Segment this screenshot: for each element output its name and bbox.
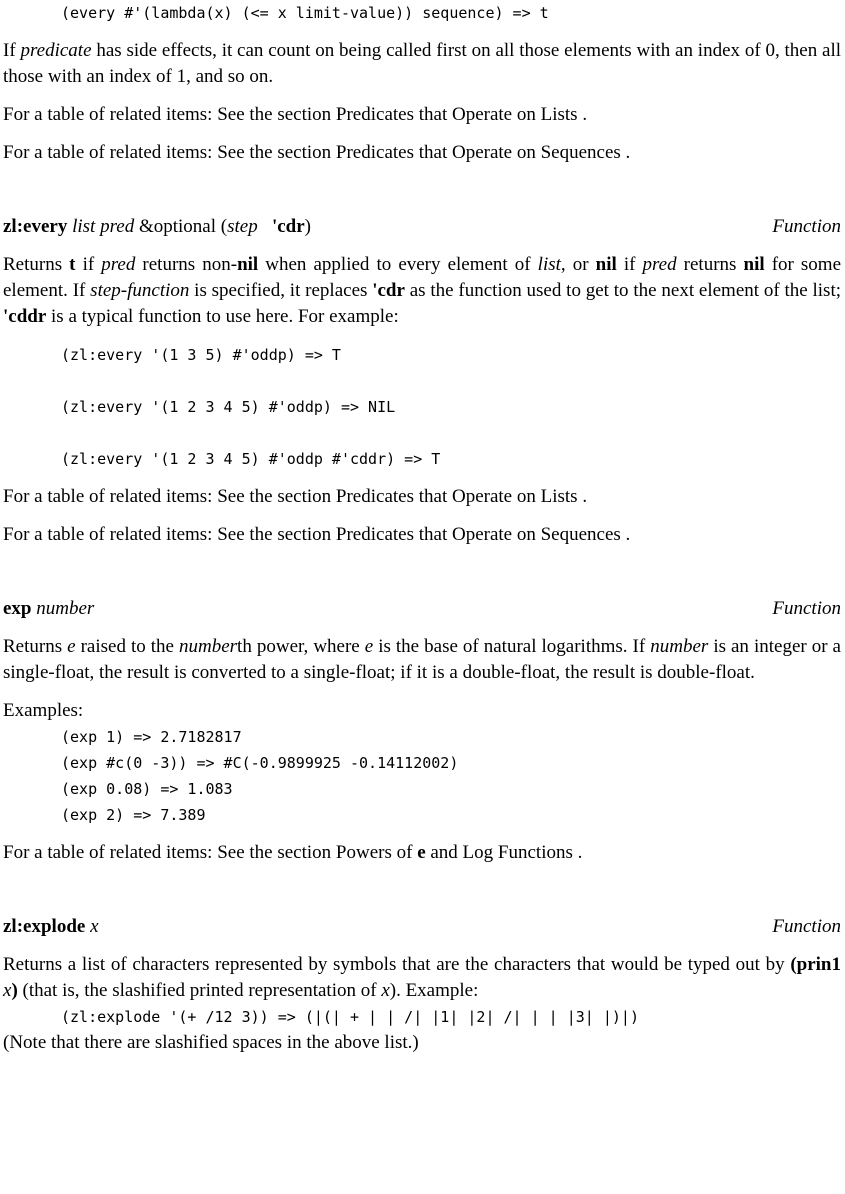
every-side-effects-paragraph: If predicate has side effects, it can count on being called first on all those elements with an index of 0, then all those with an index of 1, and so on. [3, 40, 842, 87]
exp-signature: exp number [3, 598, 95, 619]
exp-code-line: (exp #c(0 -3)) => #C(-0.9899925 -0.14112002) [61, 754, 459, 772]
zl-every-related-sequences: For a table of related items: See the section Predicates that Operate on Sequences . [3, 524, 631, 545]
zl-explode-signature: zl:explode x [3, 916, 99, 937]
document-page [3, 0, 841, 1056]
exp-examples-label: Examples: [3, 700, 84, 721]
every-related-sequences: For a table of related items: See the section Predicates that Operate on Sequences . [3, 142, 631, 163]
zl-explode-header [3, 914, 841, 940]
zl-explode-description: Returns a list of characters represented by symbols that are the characters that would be typed out by (prin1 x) (that is, the slashified printed representation of x). Example: [3, 954, 841, 1001]
zl-every-description: Returns t if pred returns non-nil when applied to every element of list, or nil if pred returns nil for some element. If step-function is specified, it replaces 'cdr as the function used to get to the next element of the list; 'cddr is a typical function to use here. For example: [3, 254, 842, 327]
zl-explode-kind: Function [772, 916, 841, 937]
code-every-example: (every #'(lambda(x) (<= x limit-value)) sequence) => t [61, 4, 549, 22]
exp-code-line: (exp 1) => 2.7182817 [61, 728, 242, 746]
zl-every-code-line: (zl:every '(1 2 3 4 5) #'oddp #'cddr) => T [61, 450, 441, 468]
zl-every-code-line: (zl:every '(1 2 3 4 5) #'oddp) => NIL [61, 398, 396, 416]
zl-every-signature: zl:every list pred &optional (step 'cdr) [3, 216, 311, 237]
zl-every-code-line: (zl:every '(1 3 5) #'oddp) => T [61, 346, 341, 364]
exp-kind: Function [772, 598, 841, 619]
zl-every-kind: Function [772, 216, 841, 237]
zl-every-related-lists: For a table of related items: See the section Predicates that Operate on Lists . [3, 486, 588, 507]
every-related-lists: For a table of related items: See the section Predicates that Operate on Lists . [3, 104, 588, 125]
exp-code-line: (exp 0.08) => 1.083 [61, 780, 233, 798]
exp-related: For a table of related items: See the section Powers of e and Log Functions . [3, 842, 583, 863]
zl-explode-note: (Note that there are slashified spaces in the above list.) [3, 1032, 419, 1053]
zl-explode-code-line: (zl:explode '(+ /12 3)) => (|(| + | | /| |1| |2| /| | | |3| |)|) [61, 1008, 639, 1026]
zl-every-header [3, 214, 841, 240]
exp-code-line: (exp 2) => 7.389 [61, 806, 206, 824]
exp-header [3, 596, 841, 622]
exp-description: Returns e raised to the numberth power, where e is the base of natural logarithms. If number is an integer or a single-float, the result is converted to a single-float; if it is a double-float, the result is double-float. [3, 636, 841, 683]
